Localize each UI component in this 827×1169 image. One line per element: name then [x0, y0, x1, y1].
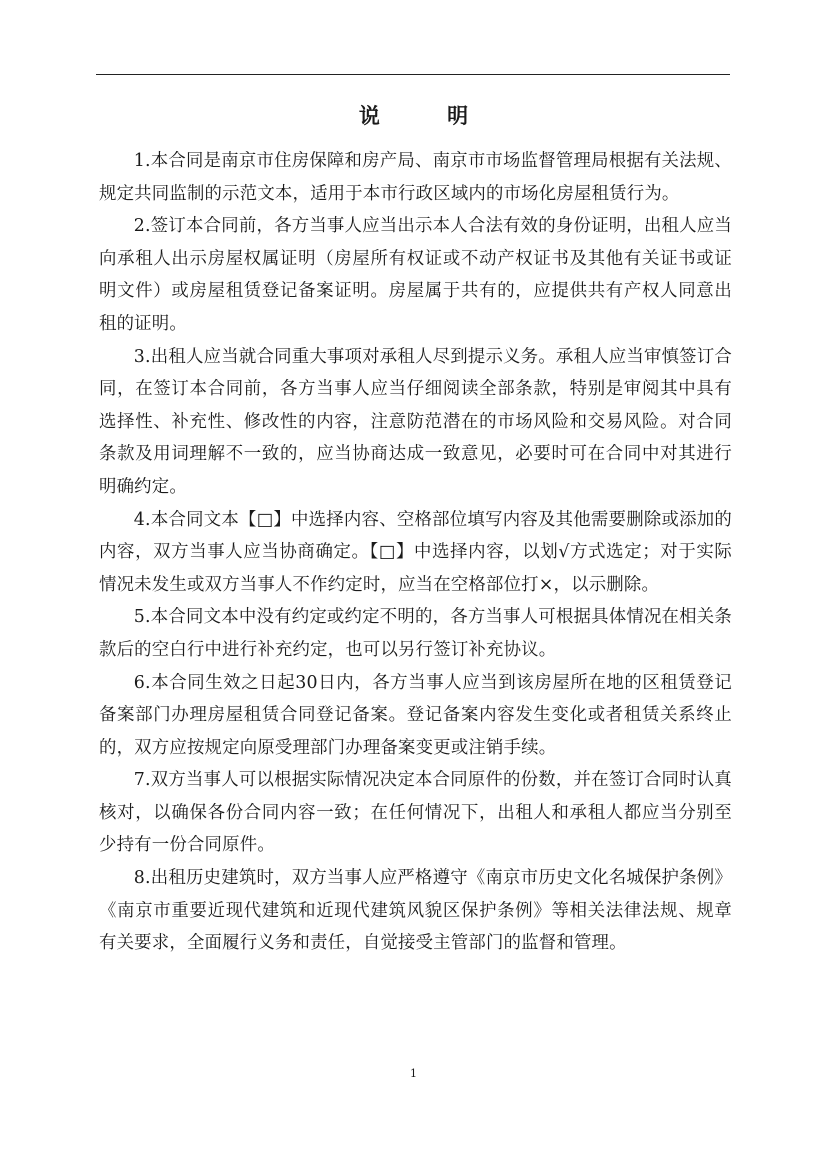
paragraph-8: 8.出租历史建筑时，双方当事人应严格遵守《南京市历史文化名城保护条例》《南京市重要近现代建筑和近现代建筑风貌区保护条例》等相关法律法规、规章有关要求，全面履行义务和责任，自觉接受主管部门的监督和管理。 — [99, 868, 732, 954]
instructions-body — [99, 145, 732, 960]
paragraph-5: 5.本合同文本中没有约定或约定不明的，各方当事人可根据具体情况在相关条款后的空白行中进行补充约定，也可以另行签订补充协议。 — [99, 607, 732, 660]
header-rule — [96, 74, 730, 75]
paragraph-1: 1.本合同是南京市住房保障和房产局、南京市市场监督管理局根据有关法规、规定共同监制的示范文本，适用于本市行政区域内的市场化房屋租赁行为。 — [99, 151, 732, 204]
paragraph-4: 4.本合同文本【□】中选择内容、空格部位填写内容及其他需要删除或添加的内容，双方当事人应当协商确定。【□】中选择内容，以划√方式选定；对于实际情况未发生或双方当事人不作约定时，应当在空格部位打×，以示删除。 — [99, 509, 732, 595]
paragraph-7: 7.双方当事人可以根据实际情况决定本合同原件的份数，并在签订合同时认真核对，以确保各份合同内容一致；在任何情况下，出租人和承租人都应当分别至少持有一份合同原件。 — [99, 770, 732, 856]
paragraph-6: 6.本合同生效之日起30日内，各方当事人应当到该房屋所在地的区租赁登记备案部门办理房屋租赁合同登记备案。登记备案内容发生变化或者租赁关系终止的，双方应按规定向原受理部门办理备案变更或注销手续。 — [99, 672, 732, 758]
page-number: 1 — [410, 1067, 417, 1080]
paragraph-2: 2.签订本合同前，各方当事人应当出示本人合法有效的身份证明，出租人应当向承租人出示房屋权属证明（房屋所有权证或不动产权证书及其他有关证书或证明文件）或房屋租赁登记备案证明。房屋属于共有的，应提供共有产权人同意出租的证明。 — [99, 216, 732, 334]
page-title: 说 明 — [358, 103, 499, 128]
paragraph-3: 3.出租人应当就合同重大事项对承租人尽到提示义务。承租人应当审慎签订合同，在签订本合同前，各方当事人应当仔细阅读全部条款，特别是审阅其中具有选择性、补充性、修改性的内容，注意防范潜在的市场风险和交易风险。对合同条款及用词理解不一致的，应当协商达成一致意见，必要时可在合同中对其进行明确约定。 — [99, 346, 732, 497]
